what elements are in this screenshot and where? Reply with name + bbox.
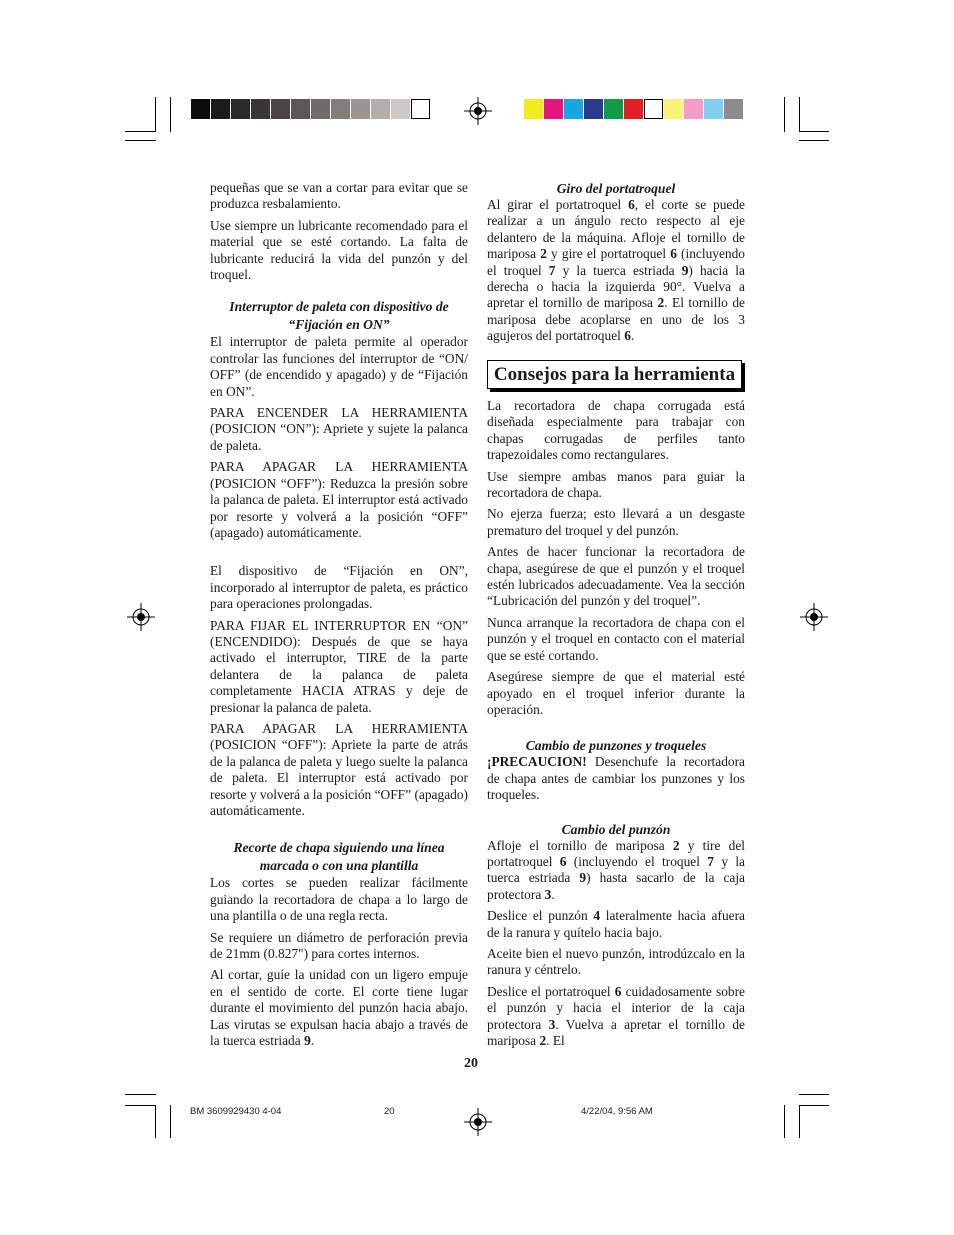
color-swatch <box>584 99 603 119</box>
paragraph: Use siempre un lubricante recomendado para el material que se esté cortando. La falta de lubricante reducirá la vida del punzón y del troquel. <box>210 217 468 283</box>
paragraph: Aceite bien el nuevo punzón, introdúzcalo en la ranura y céntrelo. <box>487 945 745 978</box>
color-swatch <box>211 99 230 119</box>
color-swatch <box>644 99 663 119</box>
paragraph: PARA ENCENDER LA HERRAMIENTA (POSICION “ON”): Apriete y sujete la palanca de paleta. <box>210 405 468 453</box>
right-column <box>487 180 745 350</box>
color-swatch <box>411 99 430 119</box>
paragraph: No ejerza fuerza; esto llevará a un desgaste prematuro del troquel y del punzón. <box>487 506 745 538</box>
section-heading-changing-punch: Cambio del punzón <box>561 821 671 837</box>
color-swatch <box>704 99 723 119</box>
color-swatch <box>724 99 743 119</box>
color-swatch <box>391 99 410 119</box>
paragraph: El dispositivo de “Fijación en ON”, incorporado al interruptor de paleta, es práctico para operaciones prolongadas. <box>210 563 468 612</box>
paragraph: PARA FIJAR EL INTERRUPTOR EN “ON” (ENCENDIDO): Después de que se haya activado el interruptor, TIRE de la parte delantera de la palanca de paleta completamente HACIA ATRAS y deje de presionar la palanca de paleta. <box>210 617 468 715</box>
color-swatch <box>291 99 310 119</box>
paragraph: Use siempre ambas manos para guiar la recortadora de chapa. <box>487 468 745 501</box>
paragraph: Deslice el punzón 4 lateralmente hacia afuera de la ranura y quítelo hacia bajo. <box>487 908 746 940</box>
paragraph: pequeñas que se van a cortar para evitar que se produzca resbalamiento. <box>210 180 468 212</box>
paragraph: Se requiere un diámetro de perforación previa de 21mm (0.827") para cortes internos. <box>210 929 468 962</box>
color-swatch <box>544 99 563 119</box>
caution-paragraph: ¡PRECAUCION! Desenchufe la recortadora de chapa antes de cambiar los punzones y los troqueles. <box>487 754 745 803</box>
paragraph: El interruptor de paleta permite al operador controlar las funciones del interruptor de “ON/ OFF” (de encendido y apagado) y de “Fijación en ON”. <box>210 334 468 399</box>
section-heading-paddle-switch: Interruptor de paleta con dispositivo de “Fijación en ON” <box>229 299 449 333</box>
registration-mark-right-icon <box>800 603 828 631</box>
paragraph: PARA APAGAR LA HERRAMIENTA (POSICION “OFF”): Reduzca la presión sobre la palanca de paleta. El interruptor está activado por resorte y volverá a la posición “OFF” (apagado) automáticamente. <box>210 459 468 540</box>
registration-mark-left-icon <box>127 603 155 631</box>
color-swatch <box>191 99 210 119</box>
color-swatch <box>271 99 290 119</box>
color-swatch <box>524 99 543 119</box>
color-swatch <box>231 99 250 119</box>
color-swatch <box>684 99 703 119</box>
page-number: 20 <box>464 1056 478 1071</box>
paragraph: Al cortar, guíe la unidad con un ligero empuje en el sentido de corte. El corte tiene lugar durante el movimiento del punzón hacia abajo. Las virutas se expulsan hacia abajo a través de la tuerca estriada 9. <box>210 967 468 1049</box>
section-heading-template-cutting: Recorte de chapa siguiendo una línea marcada o con una plantilla <box>233 840 445 874</box>
footer-page: 20 <box>384 1106 395 1117</box>
paragraph: Nunca arranque la recortadora de chapa con el punzón y el troquel en contacto con el material que se esté cortando. <box>487 614 745 663</box>
paragraph: Asegúrese siempre de que el material esté apoyado en el troquel inferior durante la operación. <box>487 669 745 717</box>
paragraph: Deslice el portatroquel 6 cuidadosamente sobre el punzón y hacia el interior de la caja protectora 3. Vuelva a apretar el tornillo de mariposa 2. El <box>487 983 745 1048</box>
registration-mark-bottom-icon <box>464 1108 492 1136</box>
color-swatch <box>604 99 623 119</box>
paragraph: Afloje el tornillo de mariposa 2 y tire del portatroquel 6 (incluyendo el troquel 7 y la tuerca estriada 9) hasta sacarlo de la caja protectora 3. <box>487 837 745 902</box>
footer-timestamp: 4/22/04, 9:56 AM <box>581 1106 653 1117</box>
color-swatch <box>564 99 583 119</box>
registration-mark-top-icon <box>464 97 492 125</box>
paragraph: PARA APAGAR LA HERRAMIENTA (POSICION “OFF”): Apriete la parte de atrás de la palanca de paleta y luego suelte la palanca de paleta. El interruptor está activado por resorte y volverá a la posición “OFF” (apagado) automáticamente. <box>210 720 468 818</box>
color-swatch <box>351 99 370 119</box>
section-heading-tool-tips: Consejos para la herramienta <box>487 360 742 389</box>
color-swatch <box>624 99 643 119</box>
paragraph: Los cortes se pueden realizar fácilmente guiando la recortadora de chapa a lo largo de una plantilla o de una regla recta. <box>210 875 468 924</box>
paragraph: Antes de hacer funcionar la recortadora de chapa, asegúrese de que el punzón y el troquel estén lubricados adecuadamente. Vea la sección “Lubricación del punzón y del troquel”. <box>487 544 745 609</box>
right-column-tips <box>487 398 745 1054</box>
left-column <box>210 180 468 1054</box>
caution-label: ¡PRECAUCION! <box>487 754 587 770</box>
color-swatch <box>664 99 683 119</box>
color-swatch <box>251 99 270 119</box>
color-swatch <box>331 99 350 119</box>
color-swatch <box>371 99 390 119</box>
footer-document-code: BM 3609929430 4-04 <box>190 1106 282 1117</box>
section-heading-die-holder-rotation: Giro del portatroquel <box>556 181 676 196</box>
paragraph: La recortadora de chapa corrugada está diseñada especialmente para trabajar con chapas corrugadas de perfiles tanto trapezoidales como rectangulares. <box>487 398 745 463</box>
section-heading-changing-punches: Cambio de punzones y troqueles <box>525 738 707 754</box>
color-swatch <box>311 99 330 119</box>
paragraph-die-holder-rotation: Al girar el portatroquel 6, el corte se puede realizar a un ángulo recto respecto al eje delantero de la máquina. Afloje el tornillo de mariposa 2 y gire el portatroquel 6 (incluyendo el troquel 7 y la tuerca estriada 9) hacia la derecha o hacia la izquierda 90°. Vuelva a apretar el tornillo de mariposa 2. El tornillo de mariposa debe acoplarse en uno de los 3 agujeros del portatroquel 6. <box>487 197 746 344</box>
